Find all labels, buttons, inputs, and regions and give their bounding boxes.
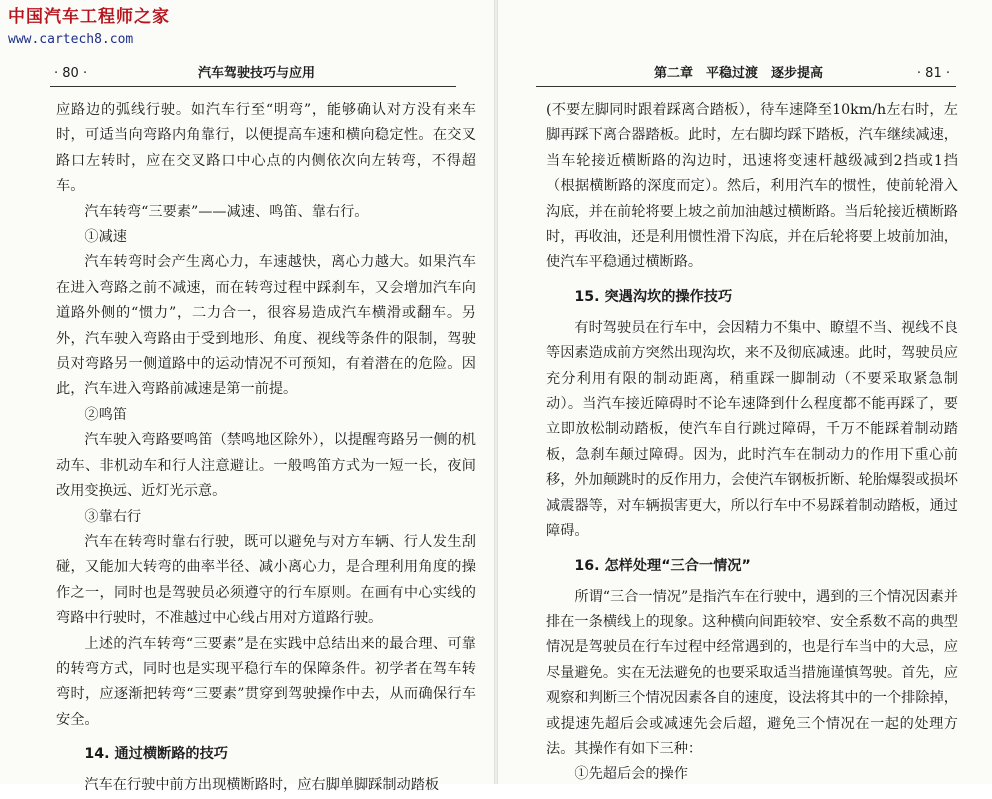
left-page-header: [50, 62, 456, 87]
watermark-title: 中国汽车工程师之家: [8, 7, 170, 27]
section-heading-15: 15. 突遇沟坎的操作技巧: [574, 288, 733, 305]
subheading-keep-right: ③靠右行: [84, 508, 142, 525]
subheading-honking: ②鸣笛: [84, 406, 127, 423]
right-page-number: · 81 ·: [916, 66, 950, 81]
left-page-body: [56, 98, 476, 799]
paragraph: 汽车驶入弯路要鸣笛（禁鸣地区除外），以提醒弯路另一侧的机动车、非机动车和行人注意避让。一般鸣笛方式为一短一长，夜间改用变换远、近灯光示意。: [56, 432, 476, 500]
watermark-url: www.cartech8.com: [8, 32, 134, 47]
right-header-title: 第二章 平稳过渡 逐步提高: [654, 66, 824, 81]
left-page: [0, 0, 494, 794]
paragraph: 汽车转弯“三要素”——减速、鸣笛、靠右行。: [84, 203, 369, 220]
right-page-header: [536, 62, 956, 87]
paragraph: 所谓“三合一情况”是指汽车在行驶中，遇到的三个情况因素并排在一条横线上的现象。这种横向间距较窄、安全系数不高的典型情况是驾驶员在行车过程中经常遇到的，也是行车当中的大忌，应尽量避免。实在无法避免的也要采取适当措施谨慎驾驶。首先，应观察和判断三个情况因素各自的速度，设法将其中的一个排除掉，或提速先超后会或减速先会后超，避免三个情况在一起的处理方法。其操作有如下三种：: [546, 588, 958, 757]
paragraph: 汽车在转弯时靠右行驶，既可以避免与对方车辆、行人发生刮碰，又能加大转弯的曲率半径、减小离心力，是合理利用角度的操作之一，同时也是驾驶员必须遵守的行车原则。在画有中心实线的弯路中行驶时，不准越过中心线占用对方道路行驶。: [56, 533, 476, 627]
watermark: [8, 6, 170, 48]
section-heading-16: 16. 怎样处理“三合一情况”: [574, 557, 751, 574]
left-header-title: 汽车驾驶技巧与应用: [198, 66, 316, 81]
paragraph: 上述的汽车转弯“三要素”是在实践中总结出来的最合理、可靠的转弯方式，同时也是实现平稳行车的保障条件。初学者在驾车转弯时，应逐渐把转弯“三要素”贯穿到驾驶操作中去，从而确保行车安全。: [56, 635, 476, 728]
left-page-number: · 80 ·: [54, 66, 88, 81]
paragraph: 汽车在行驶中前方出现横断路时，应右脚单脚踩制动踏板: [84, 777, 440, 794]
subheading-overtake-first: ①先超后会的操作: [574, 766, 688, 783]
paragraph: 有时驾驶员在行车中，会因精力不集中、瞭望不当、视线不良等因素造成前方突然出现沟坎，来不及彻底减速。此时，驾驶员应充分利用有限的制动距离，稍重踩一脚制动（不要采取紧急制动）。当汽车接近障碍时不论车速降到什么程度都不能再踩了，要立即放松制动踏板，使汽车自行跳过障碍，千万不能踩着制动踏板，急刹车颠过障碍。因为，此时汽车在制动力的作用下重心前移，外加颠跳时的反作用力，会使汽车钢板折断、轮胎爆裂或损坏减震器等，对车辆损害更大，所以行车中不易踩着制动踏板，通过障碍。: [546, 319, 958, 540]
paragraph: (不要左脚同时跟着踩离合踏板），待车速降至10km/h左右时，左脚再踩下离合器踏板。此时，左右脚均踩下踏板，汽车继续减速，当车轮接近横断路的沟边时，迅速将变速杆越级减到2挡或1挡（根据横断路的深度而定）。然后，利用汽车的惯性，使前轮滑入沟底，并在前轮将要上坡之前加油越过横断路。当后轮接近横断路时，再收油，还是利用惯性滑下沟底，并在后轮将要上坡前加油，使汽车平稳通过横断路。: [546, 102, 958, 271]
paragraph: 汽车转弯时会产生离心力，车速越快，离心力越大。如果汽车在进入弯路之前不减速，而在转弯过程中踩刹车，又会增加汽车向道路外侧的“惯力”，二力合一，很容易造成汽车横滑或翻车。另外，汽车驶入弯路由于受到地形、角度、视线等条件的限制，驾驶员对弯路另一侧道路中的运动情况不可预知，有着潜在的危险。因此，汽车进入弯路前减速是第一前提。: [56, 254, 476, 398]
subheading-deceleration: ①减速: [84, 229, 127, 246]
right-page: [498, 0, 992, 784]
right-page-body: [546, 98, 958, 788]
section-heading-14: 14. 通过横断路的技巧: [84, 746, 228, 763]
paragraph: 应路边的弧线行驶。如汽车行至“明弯”，能够确认对方没有来车时，可适当向弯路内角靠行，以便提高车速和横向稳定性。在交叉路口左转时，应在交叉路口中心点的内侧依次向左转弯，不得超车。: [56, 102, 476, 195]
